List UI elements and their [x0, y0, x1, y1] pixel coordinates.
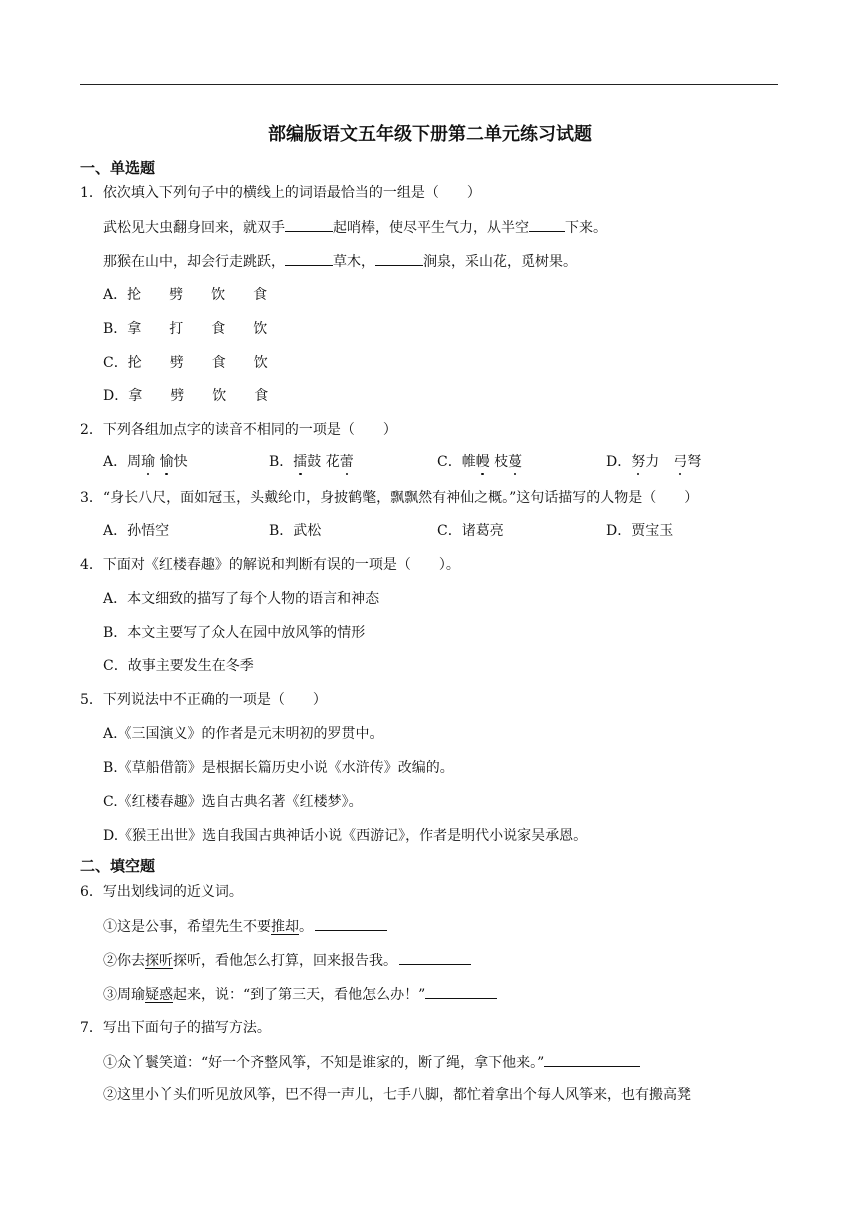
question-5-option-a[interactable]: A.《三国演义》的作者是元末明初的罗贯中。: [103, 726, 384, 742]
question-4-option-b[interactable]: B．本文主要写了众人在园中放风筝的情形: [103, 625, 366, 641]
blank[interactable]: [285, 217, 333, 232]
question-7-item-2: ②这里小丫头们听见放风筝，巴不得一声儿，七手八脚，都忙着拿出个每人风筝来，也有搬高凳: [103, 1087, 691, 1103]
question-3-stem: 3．“身长八尺，面如冠玉，头戴纶巾，身披鹤氅，飘飘然有神仙之概。”这句话描写的人物是（ ）: [80, 490, 699, 506]
question-4-option-a[interactable]: A．本文细致的描写了每个人物的语言和神态: [103, 591, 380, 607]
question-2-option-a[interactable]: A．周瑜 愉快: [103, 454, 188, 470]
question-2-option-b[interactable]: B．擂鼓 花蕾: [269, 454, 354, 470]
question-6-item-1: ①这是公事，希望先生不要推却。: [103, 916, 387, 937]
question-5-option-c[interactable]: C.《红楼春趣》选自古典名著《红楼梦》。: [103, 794, 363, 810]
question-2-stem: 2．下列各组加点字的读音不相同的一项是（ ）: [80, 422, 397, 438]
question-5-stem: 5．下列说法中不正确的一项是（ ）: [80, 692, 327, 708]
section-heading-fill-in: 二、填空题: [80, 857, 156, 875]
header-rule: [80, 84, 778, 85]
question-6-stem: 6．写出划线词的近义词。: [80, 884, 243, 900]
question-3-option-d[interactable]: D．贾宝玉: [606, 523, 674, 539]
question-2-option-d[interactable]: D．努力 弓弩: [606, 454, 702, 470]
question-3-option-b[interactable]: B．武松: [269, 523, 322, 539]
question-3-option-c[interactable]: C．诸葛亮: [437, 523, 504, 539]
answer-blank[interactable]: [425, 984, 497, 999]
blank[interactable]: [375, 251, 423, 266]
question-4-stem: 4．下面对《红楼春趣》的解说和判断有误的一项是（ ）。: [80, 557, 460, 573]
question-7-stem: 7．写出下面句子的描写方法。: [80, 1020, 271, 1036]
question-1-option-a[interactable]: A．抡 劈 饮 食: [103, 287, 268, 303]
question-6-item-2: ②你去探听探听，看他怎么打算，回来报告我。: [103, 950, 471, 971]
question-1-option-d[interactable]: D．拿 劈 饮 食: [103, 388, 269, 404]
question-1-sentence-2: 那猴在山中，却会行走跳跃， 草木， 涧泉，采山花，觅树果。: [103, 251, 577, 272]
question-6-item-3: ③周瑜疑惑起来，说：“到了第三天，看他怎么办！”: [103, 984, 497, 1005]
page-title: 部编版语文五年级下册第二单元练习试题: [268, 124, 592, 145]
answer-blank[interactable]: [315, 916, 387, 931]
section-heading-single-choice: 一、单选题: [80, 159, 156, 177]
question-4-option-c[interactable]: C．故事主要发生在冬季: [103, 658, 254, 674]
question-1-option-b[interactable]: B．拿 打 食 饮: [103, 321, 268, 337]
question-1-sentence-1: 武松见大虫翻身回来，就双手 起哨棒，使尽平生气力，从半空 下来。: [103, 217, 607, 238]
blank[interactable]: [285, 251, 333, 266]
question-5-option-d[interactable]: D.《猴王出世》选自我国古典神话小说《西游记》，作者是明代小说家吴承恩。: [103, 828, 588, 844]
blank[interactable]: [529, 217, 565, 232]
question-1-stem: 1．依次填入下列句子中的横线上的词语最恰当的一组是（ ）: [80, 185, 481, 201]
question-5-option-b[interactable]: B.《草船借箭》是根据长篇历史小说《水浒传》改编的。: [103, 760, 454, 776]
answer-blank[interactable]: [399, 950, 471, 965]
question-2-option-c[interactable]: C．帷幔 枝蔓: [437, 454, 523, 470]
question-1-option-c[interactable]: C．抡 劈 食 饮: [103, 355, 268, 371]
answer-blank[interactable]: [544, 1052, 640, 1067]
question-3-option-a[interactable]: A．孙悟空: [103, 523, 170, 539]
question-7-item-1: ①众丫鬟笑道：“好一个齐整风筝，不知是谁家的，断了绳，拿下他来。”: [103, 1052, 640, 1073]
